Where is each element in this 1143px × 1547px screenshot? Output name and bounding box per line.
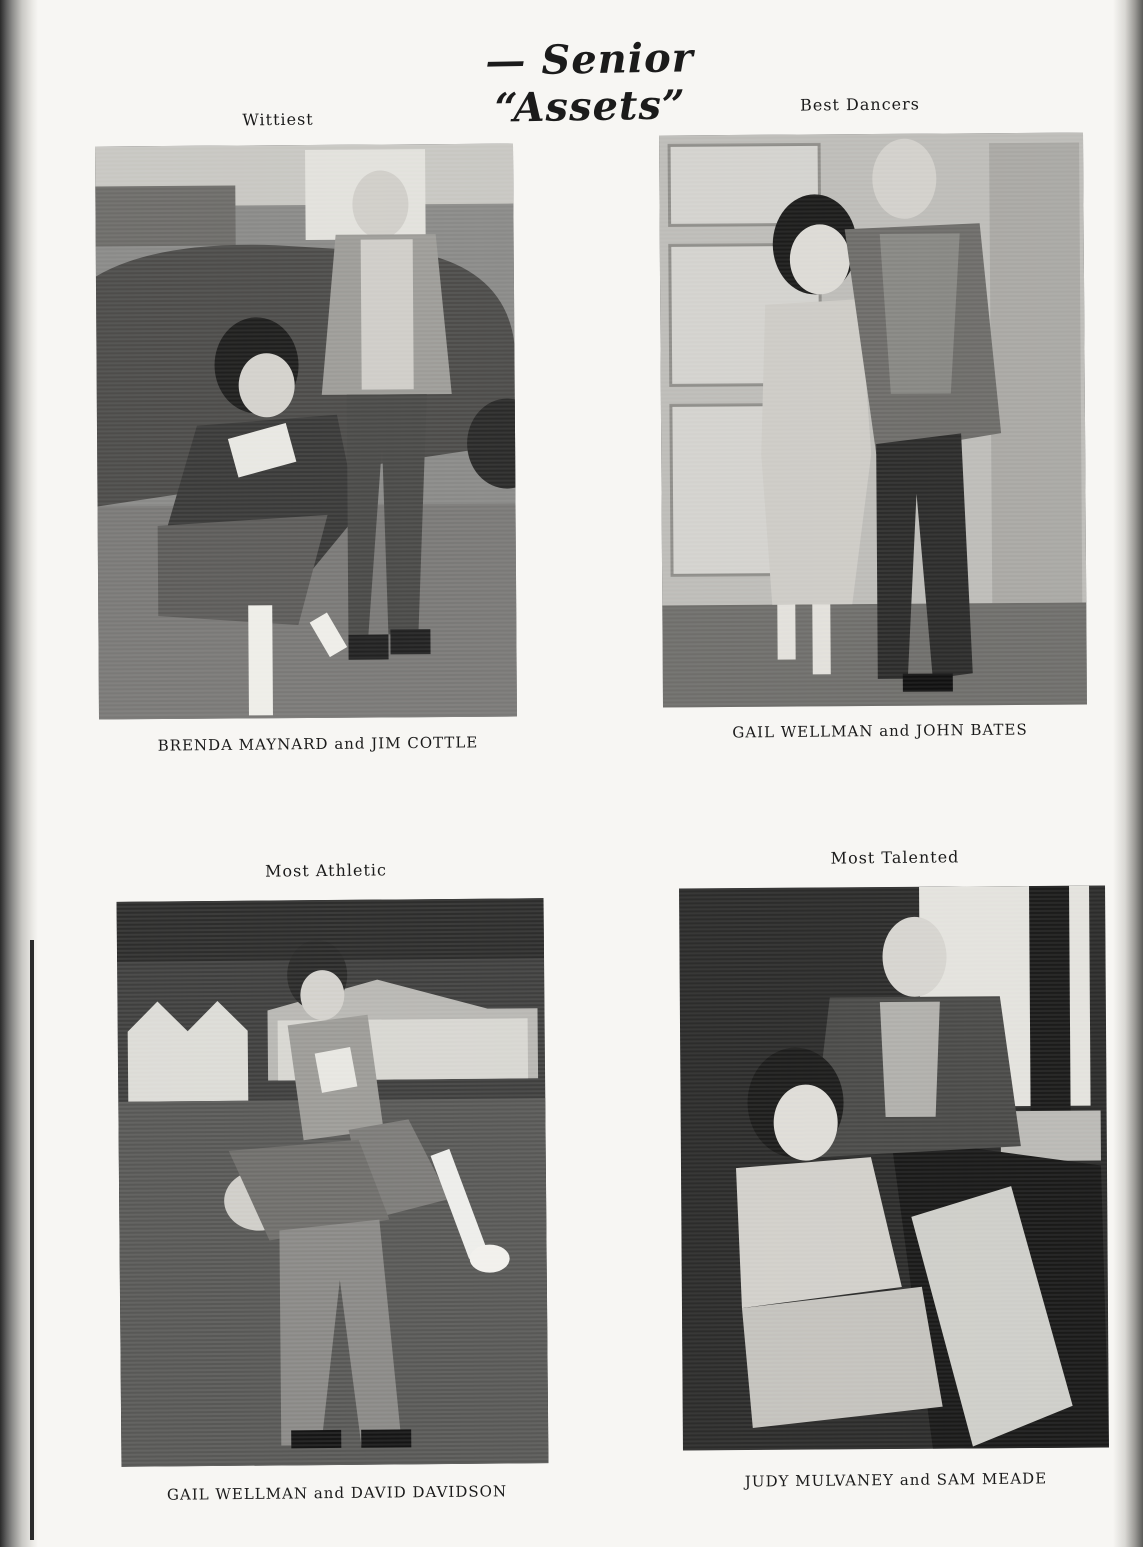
binding-rule [30, 940, 34, 1540]
caption-most-talented: JUDY MULVANEY and SAM MEADE [744, 1469, 1048, 1491]
caption-best-dancers: GAIL WELLMAN and JOHN BATES [732, 720, 1028, 742]
page-title: — Senior “Assets” [485, 34, 695, 132]
photo-most-athletic [117, 898, 549, 1467]
category-wittiest: Wittiest [242, 109, 314, 130]
photo-best-dancers [659, 133, 1087, 708]
photo-wittiest [95, 144, 517, 720]
caption-wittiest: BRENDA MAYNARD and JIM COTTLE [157, 733, 479, 755]
caption-most-athletic: GAIL WELLMAN and DAVID DAVIDSON [166, 1482, 508, 1504]
category-most-athletic: Most Athletic [264, 860, 388, 881]
page-edge-shadow [1113, 0, 1143, 1547]
photo-most-talented [679, 886, 1109, 1451]
category-most-talented: Most Talented [830, 847, 960, 868]
category-best-dancers: Best Dancers [799, 94, 921, 115]
